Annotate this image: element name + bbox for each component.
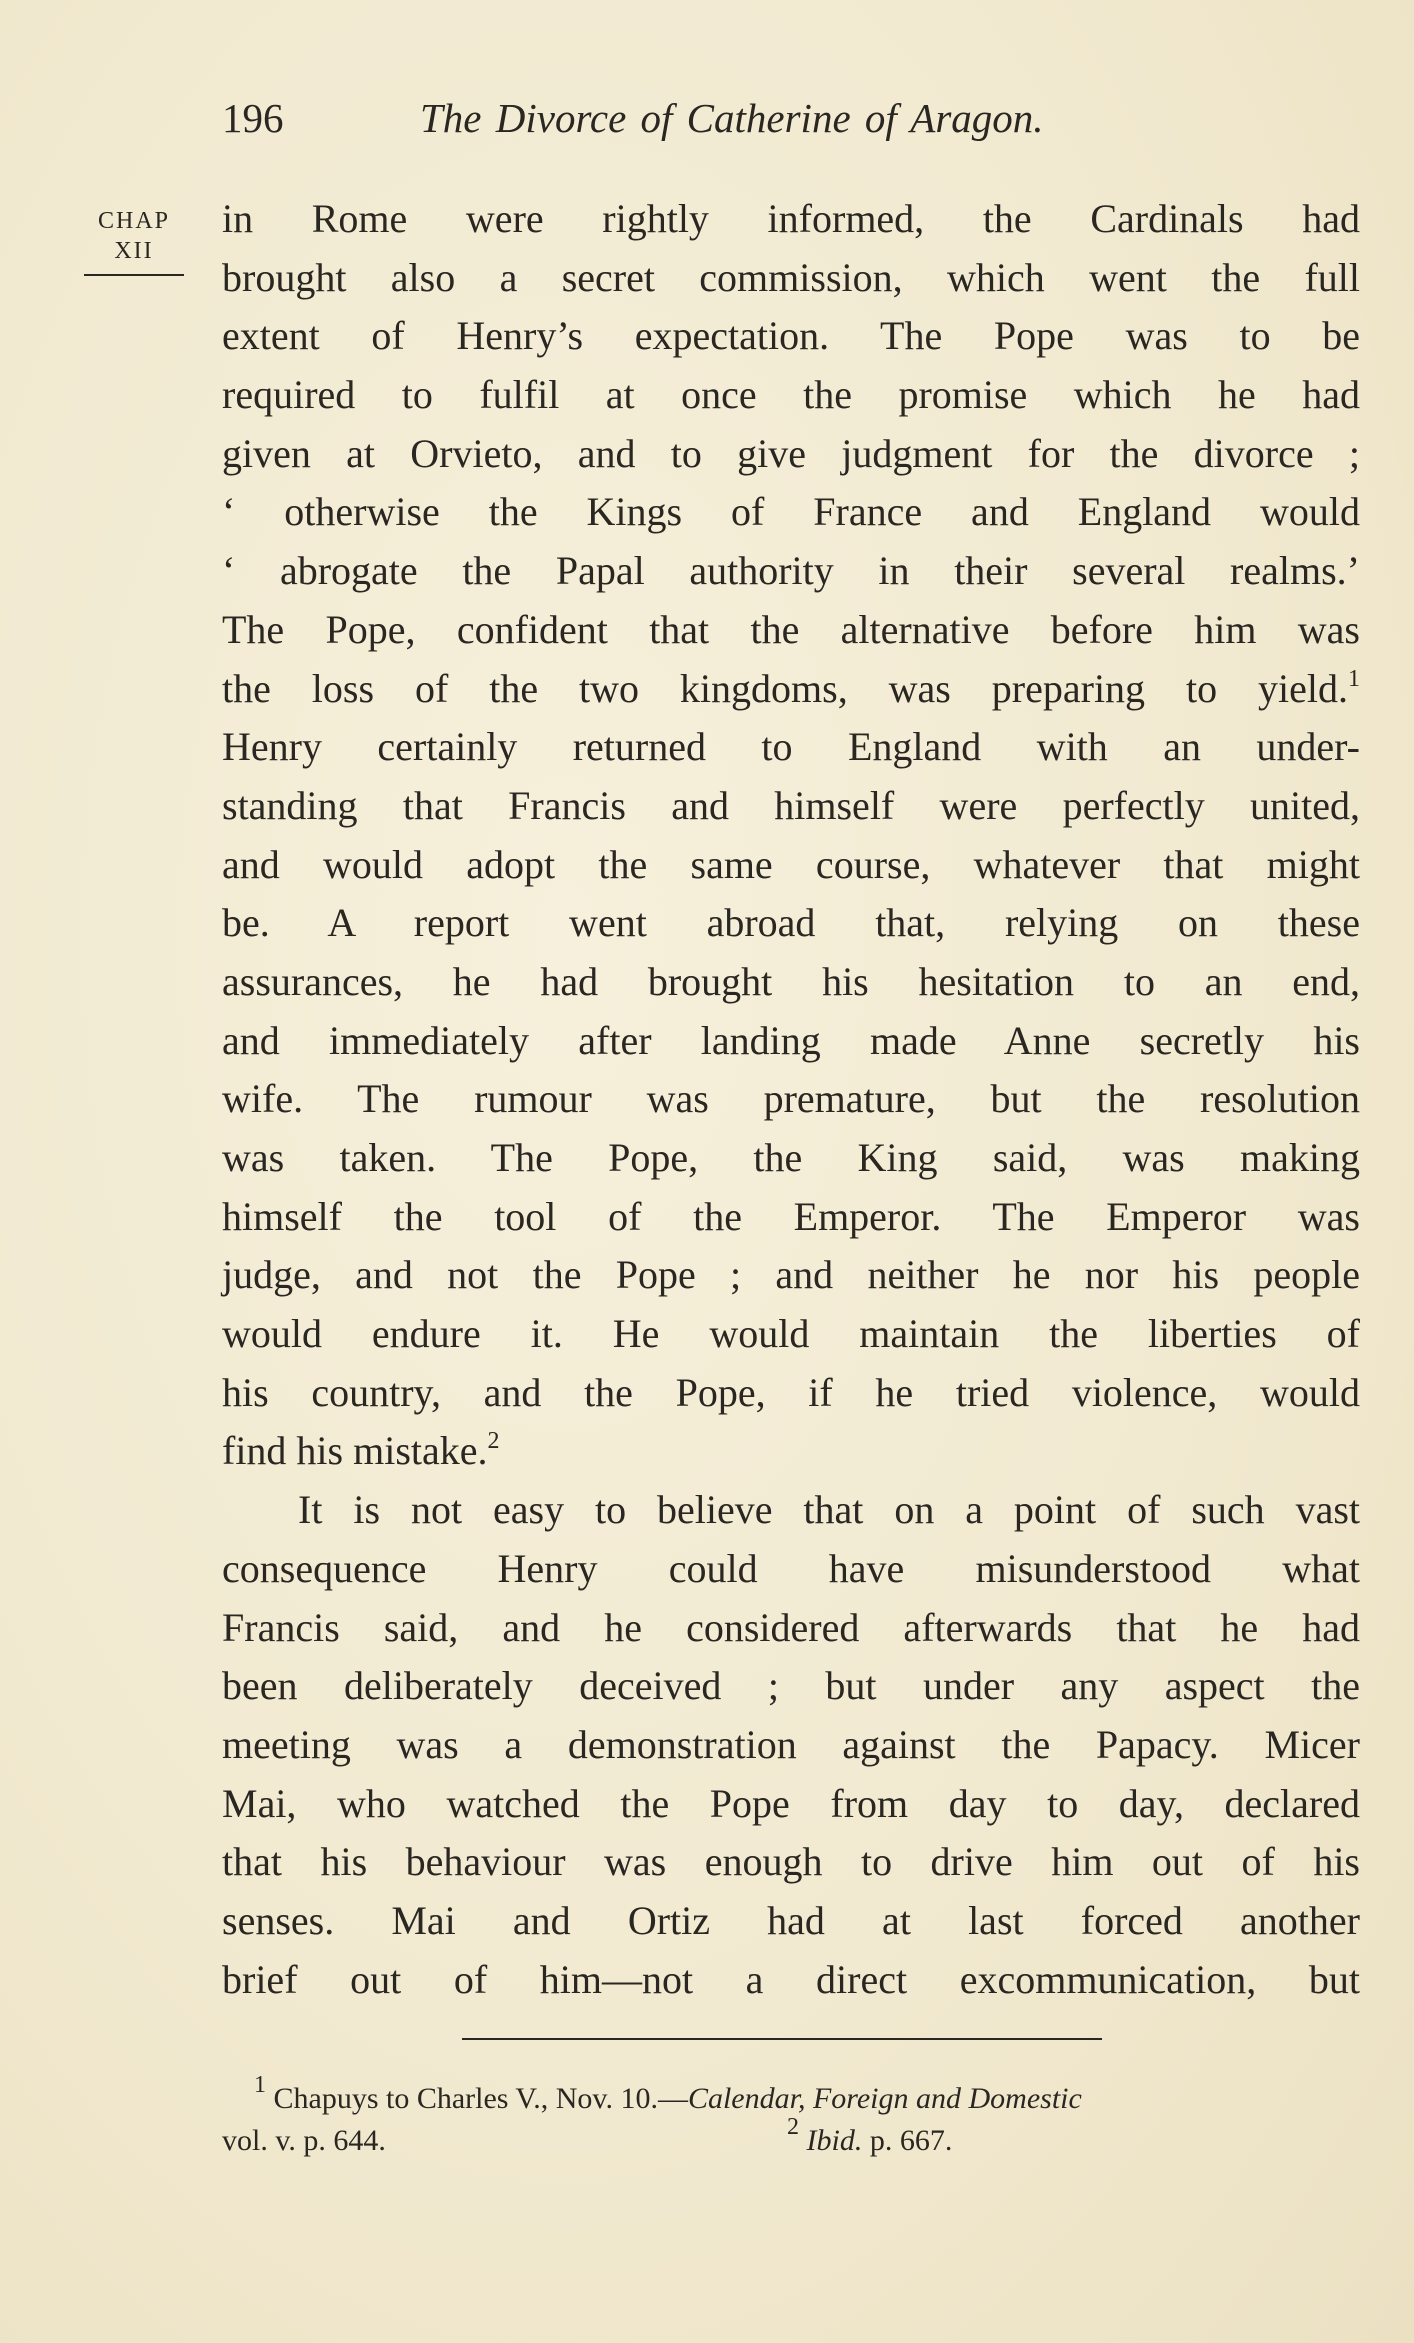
text-line: in Rome were rightly informed, the Cardinals had <box>222 196 1360 241</box>
footnote-2-marker: 2 <box>787 2114 799 2140</box>
text-line: been deliberately deceived ; but under any aspect the <box>222 1663 1360 1709</box>
text-line: extent of Henry’s expectation. The Pope was to be <box>222 313 1360 359</box>
text-line: and would adopt the same course, whatever that might <box>222 841 1360 887</box>
text-line: wife. The rumour was premature, but the resolution <box>222 1076 1360 1122</box>
footnote-ref-2: 2 <box>487 1428 500 1455</box>
text-line: assurances, he had brought his hesitation to an end, <box>222 958 1360 1004</box>
text-line: senses. Mai and Ortiz had at last forced another <box>222 1897 1360 1943</box>
margin-rule <box>84 274 184 276</box>
text-line: Mai, who watched the Pope from day to day, declared <box>222 1780 1360 1826</box>
footnote-line-2 <box>222 2114 1360 2162</box>
footnote-ref-1: 1 <box>1348 665 1360 692</box>
page-number: 196 <box>222 95 284 141</box>
text-line: Henry certainly returned to England with an under- <box>222 724 1360 770</box>
text-line: judge, and not the Pope ; and neither he nor his people <box>222 1252 1360 1298</box>
footnote-1-text: Chapuys to Charles V., Nov. 10.— <box>273 2082 688 2115</box>
text-line: ‘ abrogate the Papal authority in their several realms.’ <box>222 548 1360 594</box>
footnote-1-continuation: vol. v. p. 644. <box>222 2124 386 2157</box>
text-line: his country, and the Pope, if he tried violence, would <box>222 1369 1360 1415</box>
text-line-with-ref <box>222 660 1360 719</box>
text-line: would endure it. He would maintain the liberties of <box>222 1311 1360 1357</box>
text-line: ‘ otherwise the Kings of France and England would <box>222 489 1360 535</box>
text-line: The Pope, confident that the alternative before him was <box>222 606 1360 652</box>
running-head <box>222 88 1222 148</box>
footnote-2-text: p. 667. <box>869 2124 953 2157</box>
chapter-number: XII <box>114 238 154 264</box>
text-line: was taken. The Pope, the King said, was making <box>222 1135 1360 1180</box>
text-line: be. A report went abroad that, relying on these <box>222 900 1360 946</box>
footnote-rule <box>462 2038 1102 2040</box>
text-line: himself the tool of the Emperor. The Emperor was <box>222 1193 1360 1239</box>
text-line-with-ref <box>222 1422 1360 1481</box>
footnote-1-marker: 1 <box>254 2072 266 2098</box>
body-text <box>222 190 1360 2009</box>
text-line: given at Orvieto, and to give judgment for the divorce ; <box>222 430 1360 476</box>
text-line: that his behaviour was enough to drive him out of his <box>222 1839 1360 1885</box>
text-line: brief out of him—not a direct excommunication, but <box>222 1956 1360 2002</box>
chapter-margin-note <box>84 206 184 276</box>
text-line: and immediately after landing made Anne secretly his <box>222 1017 1360 1063</box>
footnote-2 <box>787 2114 953 2162</box>
text-line: Francis said, and he considered afterwards that he had <box>222 1604 1360 1650</box>
chapter-label: CHAP <box>97 208 171 234</box>
text-line: required to fulfil at once the promise which he had <box>222 372 1360 418</box>
footnote-2-italic: Ibid. <box>806 2124 863 2157</box>
paragraph-first-line: It is not easy to believe that on a point of such vast <box>298 1487 1360 1533</box>
text-segment: find his mistake. <box>222 1428 488 1474</box>
text-segment: the loss of the two kingdoms, was preparing to yield. <box>222 665 1348 711</box>
text-line: brought also a secret commission, which went the full <box>222 254 1360 300</box>
footnotes <box>222 2072 1360 2162</box>
text-line: consequence Henry could have misunderstood what <box>222 1545 1360 1591</box>
running-title: The Divorce of Catherine of Aragon. <box>420 95 1044 141</box>
text-line: meeting was a demonstration against the Papacy. Micer <box>222 1721 1360 1767</box>
text-line: standing that Francis and himself were perfectly united, <box>222 782 1360 828</box>
footnote-1-italic: Calendar, Foreign and Domestic <box>687 2082 1082 2115</box>
